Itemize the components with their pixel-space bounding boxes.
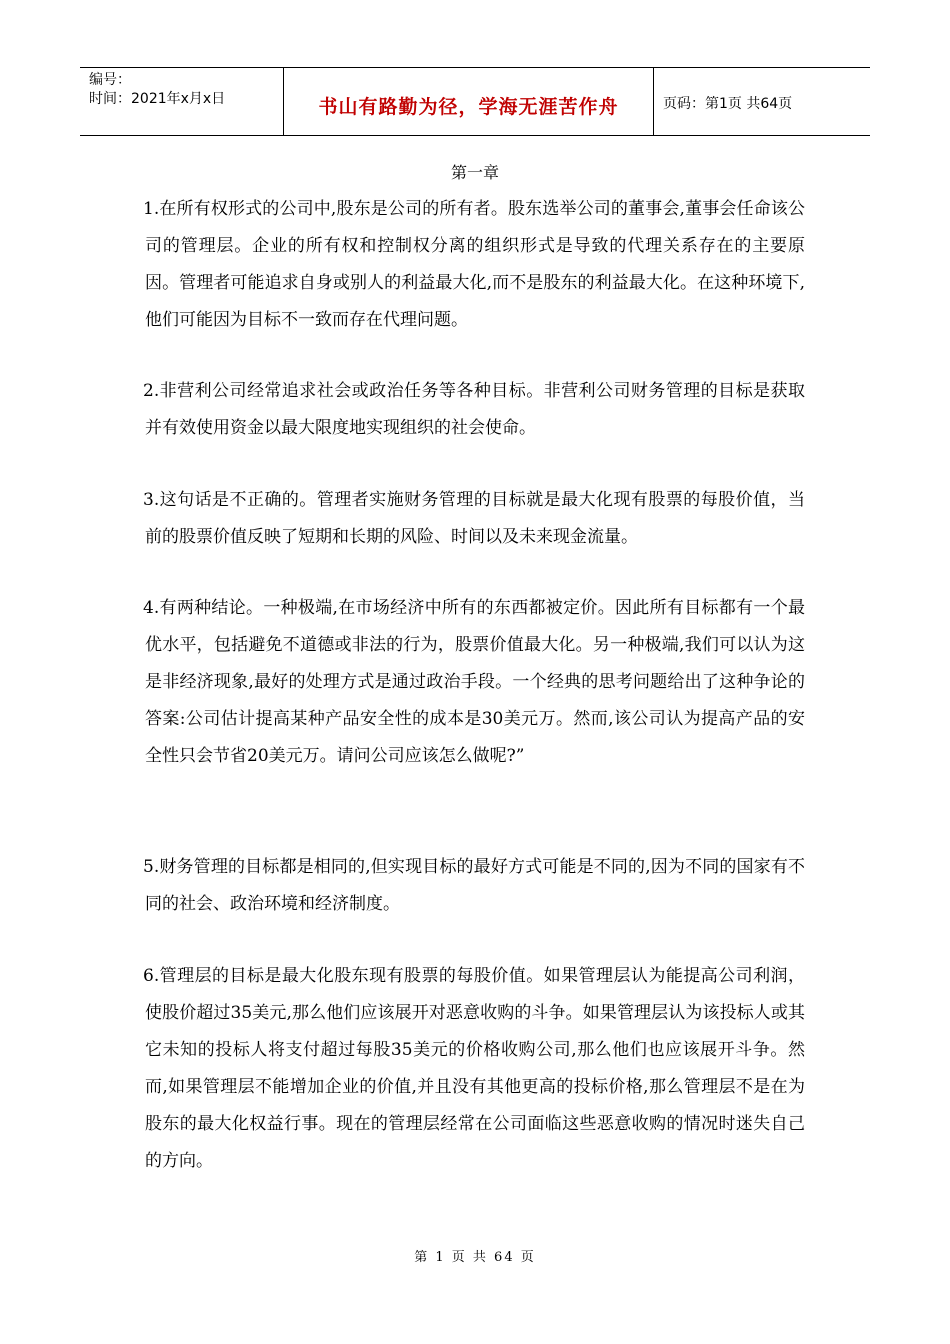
- document-number-label: 编号：: [89, 72, 131, 88]
- header-table: [80, 67, 870, 136]
- header-motto: 书山有路勤为径，学海无涯苦作舟: [318, 96, 619, 118]
- paragraph-1: 1.在所有权形式的公司中,股东是公司的所有者。股东选举公司的董事会,董事会任命该公司的管理层。企业的所有权和控制权分离的组织形式是导致的代理关系存在的主要原因。管理者可能追求自身或别人的利益最大化,而不是股东的利益最大化。在这种环境下,他们可能因为目标不一致而存在代理问题。: [143, 199, 805, 330]
- paragraph-6: 6.管理层的目标是最大化股东现有股票的每股价值。如果管理层认为能提高公司利润，使股价超过35美元,那么他们应该展开对恶意收购的斗争。如果管理层认为该投标人或其它未知的投标人将支付超过每股35美元的价格收购公司,那么他们也应该展开斗争。然而,如果管理层不能增加企业的价值,并且没有其他更高的投标价格,那么管理层不是在为股东的最大化权益行事。现在的管理层经常在公司面临这些恶意收购的情况时迷失自己的方向。: [143, 966, 805, 1171]
- header-right-cell: [653, 68, 870, 135]
- document-date-label: 时间：2021年x月x日: [89, 91, 226, 107]
- header-left-cell: [80, 68, 282, 135]
- header-page-info: 页码：第1页 共64页: [663, 96, 793, 112]
- chapter-title: 第一章: [450, 163, 499, 182]
- paragraph-3: 3.这句话是不正确的。管理者实施财务管理的目标就是最大化现有股票的每股价值，当前的股票价值反映了短期和长期的风险、时间以及未来现金流量。: [143, 490, 805, 547]
- header-middle-cell: [283, 68, 654, 135]
- paragraph-5: 5.财务管理的目标都是相同的,但实现目标的最好方式可能是不同的,因为不同的国家有不同的社会、政治环境和经济制度。: [143, 857, 805, 914]
- paragraph-2: 2.非营利公司经常追求社会或政治任务等各种目标。非营利公司财务管理的目标是获取并有效使用资金以最大限度地实现组织的社会使命。: [143, 381, 805, 438]
- paragraph-4: 4.有两种结论。一种极端,在市场经济中所有的东西都被定价。因此所有目标都有一个最优水平，包括避免不道德或非法的行为，股票价值最大化。另一种极端,我们可以认为这是非经济现象,最好的处理方式是通过政治手段。一个经典的思考问题给出了这种争论的答案:公司估计提高某种产品安全性的成本是30美元万。然而,该公司认为提高产品的安全性只会节省20美元万。请问公司应该怎么做呢?”: [143, 598, 805, 766]
- page-footer: 第 1 页 共 64 页: [414, 1250, 536, 1265]
